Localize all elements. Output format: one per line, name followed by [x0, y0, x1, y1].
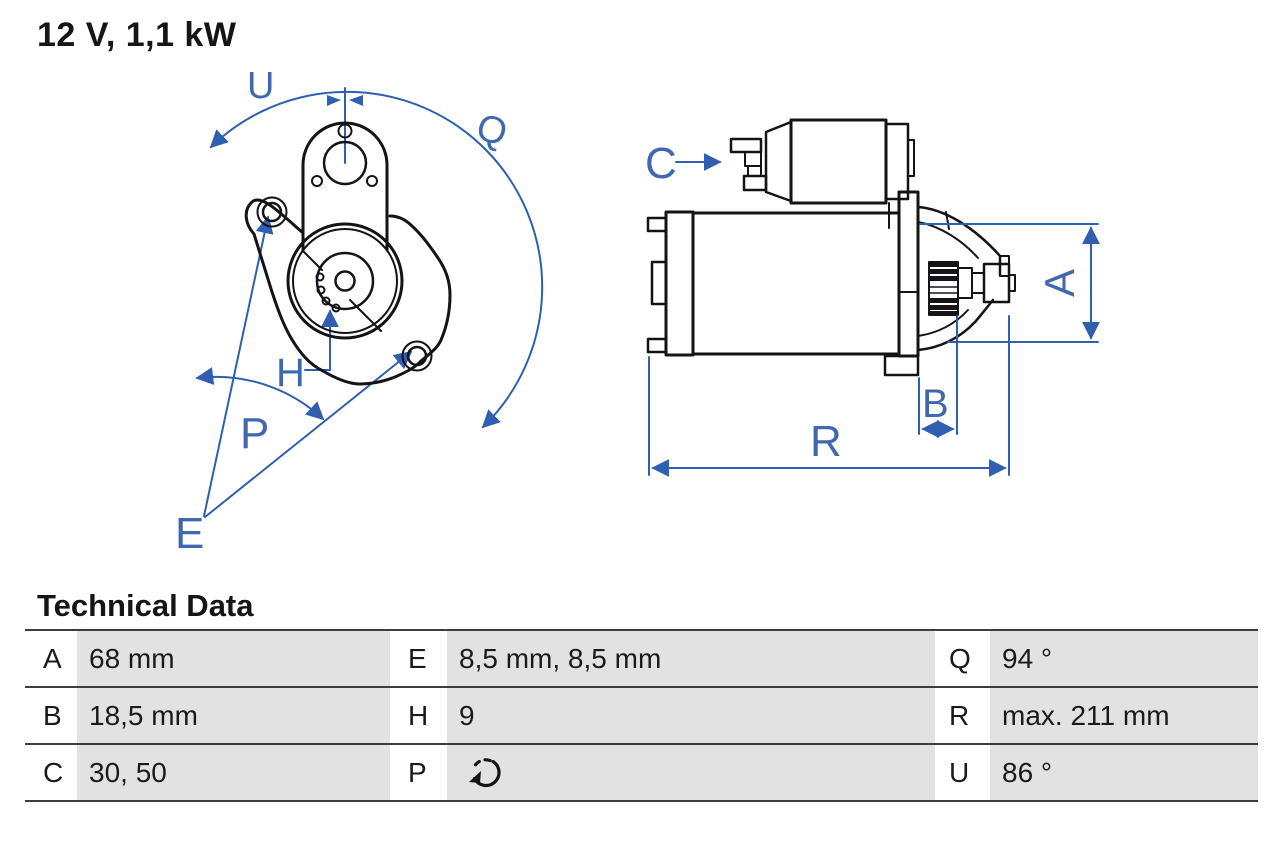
- solenoid-nub: [908, 140, 914, 176]
- housing-circle-inner: [293, 229, 397, 333]
- table-row: [25, 743, 1258, 800]
- end-cap-tab-top: [648, 218, 666, 231]
- dim-value-cell: 86 °: [990, 745, 1258, 800]
- dim-label-p: P: [240, 409, 270, 458]
- dim-key-cell: E: [390, 631, 447, 686]
- table-row: [25, 631, 1258, 686]
- bracket-tiny-hole-left: [312, 176, 322, 186]
- side-view: [645, 120, 1098, 475]
- e-leader-upper-hole: [204, 217, 268, 516]
- shaft-tip: [1009, 275, 1015, 291]
- pinion-circle: [317, 253, 373, 309]
- dim-key-cell: Q: [935, 631, 990, 686]
- dim-value-cell: max. 211 mm: [990, 688, 1258, 743]
- dim-value-cell: 8,5 mm, 8,5 mm: [447, 631, 935, 686]
- motor-body: [693, 213, 899, 354]
- technical-data-heading: Technical Data: [37, 588, 254, 623]
- arc-top-arrow-right: [349, 95, 363, 106]
- dim-value-cell: 18,5 mm: [77, 688, 390, 743]
- e-leader-lower-hole: [205, 352, 411, 517]
- dim-label-c: C: [645, 139, 677, 188]
- solenoid-end-cap: [886, 124, 908, 199]
- solenoid-body: [791, 120, 886, 203]
- dim-key-cell: A: [25, 631, 77, 686]
- technical-data-table: [25, 629, 1258, 802]
- dim-label-h: H: [276, 351, 305, 395]
- dim-key-cell: B: [25, 688, 77, 743]
- dim-key-cell: U: [935, 745, 990, 800]
- page-title: 12 V, 1,1 kW: [37, 16, 237, 54]
- dim-value-cell: 68 mm: [77, 631, 390, 686]
- dim-key-cell: P: [390, 745, 447, 800]
- terminal-plate-1: [745, 152, 761, 166]
- front-view: [175, 65, 542, 558]
- pinion-teeth: [929, 262, 958, 315]
- side-view-dimensions: [649, 162, 1098, 475]
- end-cap: [666, 212, 693, 355]
- dim-label-b: B: [922, 382, 949, 426]
- dim-value-cell: 30, 50: [77, 745, 390, 800]
- side-flange-foot: [885, 356, 918, 375]
- housing-circle-outer: [288, 224, 402, 338]
- shaft-hole: [336, 272, 355, 291]
- dim-value-cell: 9: [447, 688, 935, 743]
- section-line-upper: [303, 251, 322, 270]
- terminal-stud-upper: [731, 139, 761, 152]
- dim-label-e: E: [175, 509, 205, 558]
- dim-key-cell: H: [390, 688, 447, 743]
- shaft-collar: [958, 268, 972, 298]
- end-cap-tab-bottom: [648, 339, 666, 352]
- table-row: [25, 686, 1258, 743]
- dim-label-r: R: [810, 417, 842, 466]
- rotation-cw-icon: [465, 752, 507, 794]
- end-cap-block: [652, 262, 666, 304]
- dim-value-cell-rotation: [447, 745, 935, 800]
- side-flange: [899, 192, 918, 356]
- shaft: [972, 273, 984, 293]
- shaft-end-block: [984, 264, 1009, 302]
- terminal-stud-lower: [744, 176, 766, 190]
- dim-value-cell: 94 °: [990, 631, 1258, 686]
- solenoid-taper: [766, 122, 791, 201]
- dim-label-a: A: [1036, 268, 1083, 297]
- dim-key-cell: R: [935, 688, 990, 743]
- section-line-lower: [350, 300, 381, 331]
- drive-housing-notch: [1000, 256, 1009, 276]
- terminal-plate-2: [748, 166, 761, 176]
- side-view-part: [648, 120, 1015, 375]
- dim-key-cell: C: [25, 745, 77, 800]
- bracket-tiny-hole-right: [367, 176, 377, 186]
- front-view-part: [246, 123, 450, 384]
- arc-top-arrow-left: [327, 95, 341, 106]
- dim-label-q: Q: [471, 106, 512, 155]
- flange-hole-lower: [408, 347, 426, 365]
- dim-label-u: U: [247, 65, 275, 107]
